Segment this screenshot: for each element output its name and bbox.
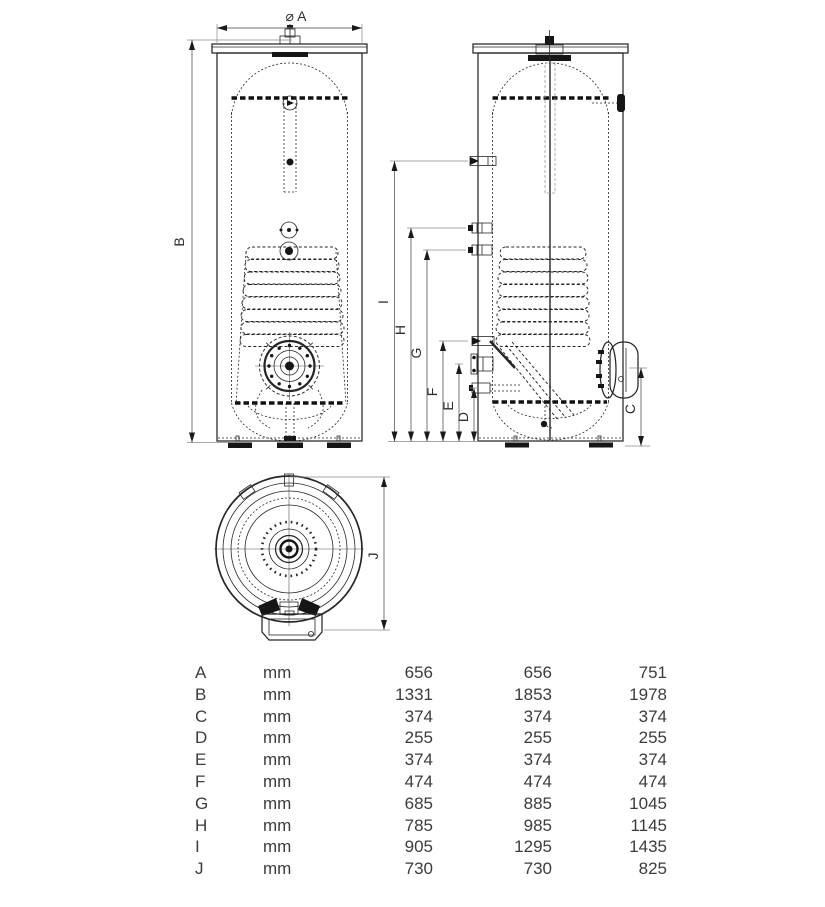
dim-value-2: 374	[523, 706, 552, 726]
dim-value-2: 474	[523, 771, 552, 791]
dim-letter: B	[195, 684, 207, 704]
dim-value-1: 374	[404, 706, 433, 726]
dim-value-3: 374	[638, 706, 667, 726]
dim-value-3: 474	[638, 771, 667, 791]
dim-value-2: 1295	[514, 837, 552, 857]
coil-heat-exchanger	[236, 247, 346, 404]
dim-unit: mm	[263, 684, 292, 704]
flange-front	[255, 332, 324, 400]
dim-value-3: 1145	[630, 815, 667, 835]
dim-label-j: J	[365, 552, 381, 560]
table-row	[195, 771, 667, 793]
top-fitting-side	[528, 30, 571, 61]
dim-value-1: 255	[404, 728, 433, 748]
dim-letter: E	[195, 750, 207, 770]
pipe-connections	[468, 157, 522, 394]
dim-value-3: 374	[638, 750, 667, 770]
side-view	[468, 30, 638, 448]
dim-value-3: 825	[638, 859, 667, 879]
dim-letter: J	[195, 859, 204, 879]
coil-side	[496, 247, 590, 347]
dim-letter: A	[195, 663, 207, 682]
dim-letter: C	[195, 706, 208, 726]
dim-label-d: D	[455, 411, 471, 423]
dim-unit: mm	[263, 663, 292, 682]
table-row	[195, 815, 667, 837]
dim-letter: G	[195, 793, 209, 813]
dim-label-b: B	[171, 237, 187, 247]
dim-letter: I	[195, 837, 200, 857]
dim-letter: F	[195, 771, 206, 791]
table-row	[195, 684, 667, 706]
dim-unit: mm	[263, 859, 292, 879]
table-row	[195, 793, 667, 815]
dim-unit: mm	[263, 793, 292, 813]
dim-label-e: E	[440, 401, 456, 411]
dim-letter: D	[195, 728, 208, 748]
dim-label-a: ⌀ A	[285, 8, 307, 24]
table-row	[195, 858, 667, 880]
dim-value-2: 656	[523, 663, 552, 682]
dim-value-1: 730	[404, 859, 433, 879]
dim-label-g: G	[408, 347, 424, 359]
dim-unit: mm	[263, 706, 292, 726]
dimension-table	[195, 662, 667, 880]
front-view	[212, 24, 367, 448]
dim-value-1: 905	[404, 837, 433, 857]
dim-value-3: 751	[638, 663, 667, 682]
dim-value-3: 255	[638, 728, 667, 748]
dim-value-3: 1045	[629, 793, 667, 813]
junction-box	[262, 611, 322, 640]
dimension-lines	[187, 24, 650, 630]
dim-unit: mm	[263, 771, 292, 791]
dim-unit: mm	[263, 728, 292, 748]
table-row	[195, 706, 667, 728]
dim-value-3: 1435	[629, 837, 667, 857]
dim-unit: mm	[263, 837, 292, 857]
table-row	[195, 662, 667, 684]
dim-letter: H	[195, 815, 208, 835]
top-view	[214, 474, 364, 640]
dim-label-h: H	[392, 324, 408, 336]
dim-value-1: 1331	[395, 684, 433, 704]
dim-value-2: 985	[523, 815, 552, 835]
dim-value-2: 730	[523, 859, 552, 879]
dim-value-1: 785	[404, 815, 433, 835]
dim-value-2: 374	[523, 750, 552, 770]
dim-unit: mm	[263, 815, 292, 835]
flange-side	[596, 342, 638, 398]
top-fitting	[272, 24, 308, 57]
table-row	[195, 749, 667, 771]
table-row	[195, 836, 667, 858]
dim-label-i: I	[375, 300, 391, 304]
dim-label-c: C	[622, 403, 638, 415]
dim-value-2: 885	[523, 793, 552, 813]
dim-value-1: 374	[404, 750, 433, 770]
dim-value-3: 1978	[629, 684, 667, 704]
dim-value-2: 255	[523, 728, 552, 748]
dim-label-f: F	[424, 387, 440, 397]
dim-value-1: 474	[404, 771, 433, 791]
dim-unit: mm	[263, 750, 292, 770]
table-row	[195, 727, 667, 749]
dim-value-2: 1853	[514, 684, 552, 704]
dim-value-1: 685	[404, 793, 433, 813]
dim-value-1: 656	[404, 663, 433, 682]
